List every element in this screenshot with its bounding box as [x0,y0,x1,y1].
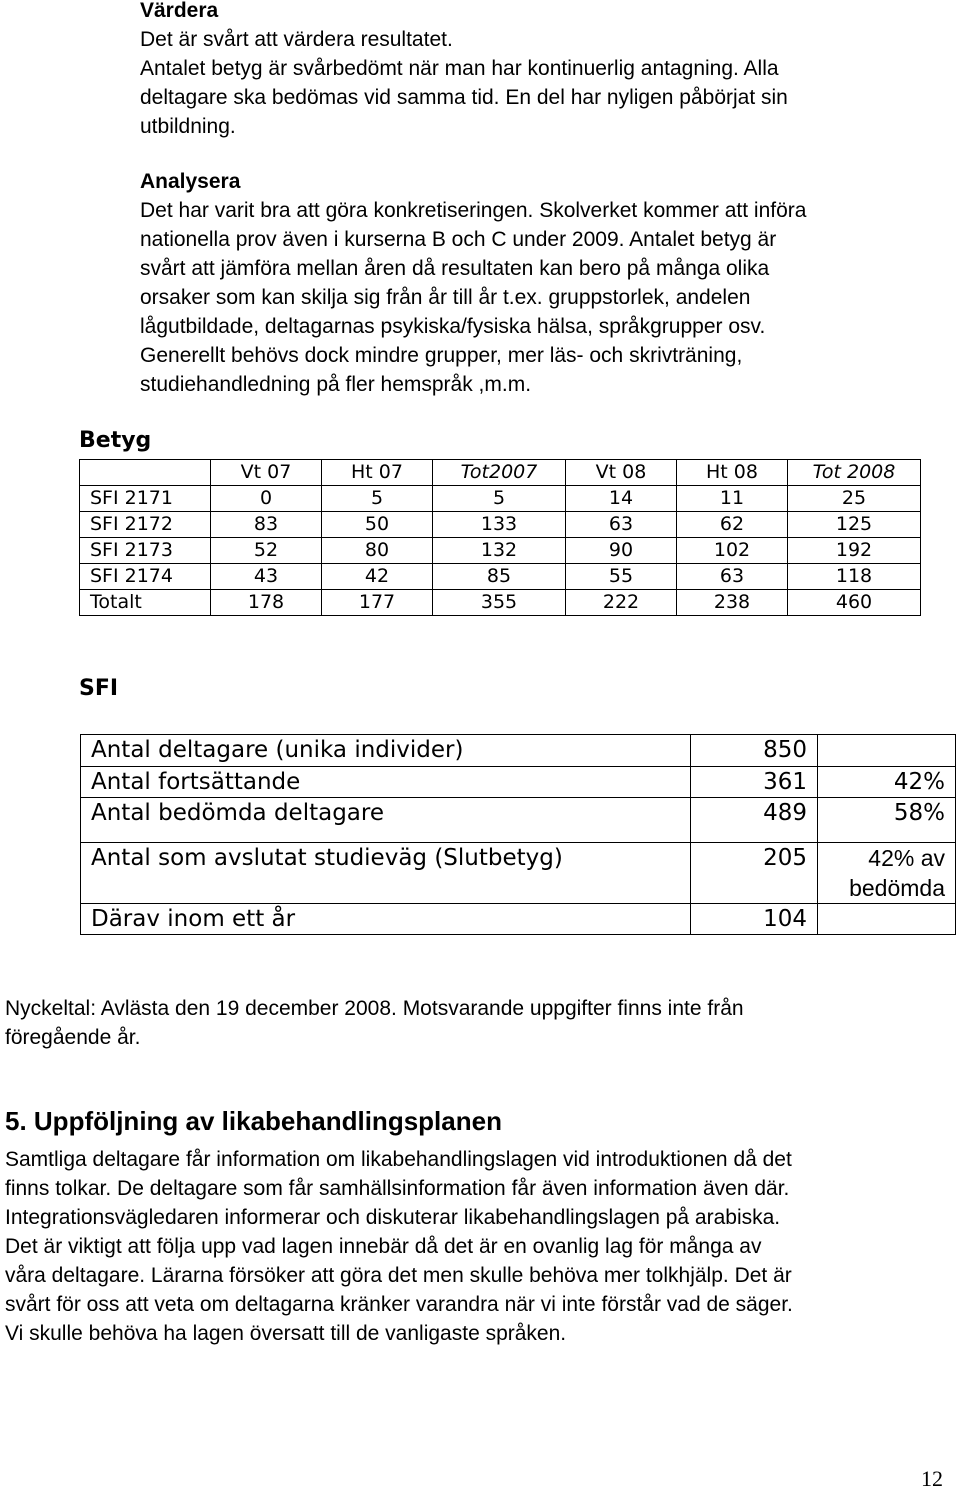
section-5-line: Det är viktigt att följa upp vad lagen innebär då det är en ovanlig lag för många av [5,1235,762,1258]
sfi-table [80,734,956,935]
analysera-line: nationella prov även i kurserna B och C under 2009. Antalet betyg är [140,228,777,251]
table-cell: 85 [433,564,566,590]
header-cell [80,460,211,486]
table-header-row [80,460,921,486]
header-cell: Vt 07 [211,460,322,486]
section-5-line: Samtliga deltagare får information om likabehandlingslagen vid introduktionen då det [5,1148,792,1171]
table-cell-value: 361 [691,767,818,798]
vardera-line: Det är svårt att värdera resultatet. [140,28,453,51]
table-cell: 63 [677,564,788,590]
header-cell: Ht 08 [677,460,788,486]
table-cell: 11 [677,486,788,512]
page-number: 12 [921,1466,943,1491]
analysera-heading: Analysera [140,170,241,193]
header-cell: Tot2007 [433,460,566,486]
table-cell-percent [818,904,956,935]
table-cell: 55 [566,564,677,590]
table-row [80,512,921,538]
table-cell: 118 [788,564,921,590]
table-cell: 178 [211,590,322,616]
vardera-line: Antalet betyg är svårbedömt när man har kontinuerlig antagning. Alla [140,57,779,80]
table-cell: 192 [788,538,921,564]
table-row [81,798,956,843]
table-cell-value: 489 [691,798,818,843]
table-cell-value: 104 [691,904,818,935]
table-cell: 14 [566,486,677,512]
section-5-line: svårt för oss att veta om deltagarna kränker varandra när vi inte förstår vad de säger. [5,1293,793,1316]
table-cell-percent: 58% [818,798,956,843]
section-5-heading: 5. Uppföljning av likabehandlingsplanen [5,1106,502,1136]
table-cell-value: 205 [691,843,818,904]
table-row [81,735,956,767]
row-label: Totalt [80,590,211,616]
table-row [80,538,921,564]
table-row [80,486,921,512]
header-cell: Tot 2008 [788,460,921,486]
table-cell-label: Antal bedömda deltagare [81,798,691,843]
table-cell: 52 [211,538,322,564]
analysera-line: lågutbildade, deltagarnas psykiska/fysiska hälsa, språkgrupper osv. [140,315,766,338]
table-cell-percent [818,735,956,767]
analysera-line: Generellt behövs dock mindre grupper, mer läs- och skrivträning, [140,344,743,367]
section-5-line: våra deltagare. Lärarna försöker att göra det men skulle behöva mer tolkhjälp. Det är [5,1264,792,1287]
analysera-line: orsaker som kan skilja sig från år till år t.ex. gruppstorlek, andelen [140,286,751,309]
table-cell: 0 [211,486,322,512]
vardera-line: deltagare ska bedömas vid samma tid. En del har nyligen påbörjat sin [140,86,788,109]
nyckeltal-line: Nyckeltal: Avlästa den 19 december 2008. Motsvarande uppgifter finns inte från [5,997,744,1020]
table-cell: 5 [433,486,566,512]
nyckeltal-paragraph [5,994,950,1052]
row-label: SFI 2172 [80,512,211,538]
table-cell: 5 [322,486,433,512]
table-cell-value: 850 [691,735,818,767]
section-5-line: Integrationsvägledaren informerar och diskuterar likabehandlingslagen på arabiska. [5,1206,781,1229]
table-cell: 25 [788,486,921,512]
header-cell: Ht 07 [322,460,433,486]
table-cell-label: Därav inom ett år [81,904,691,935]
table-cell-label: Antal som avslutat studieväg (Slutbetyg) [81,843,691,904]
table-cell: 43 [211,564,322,590]
vardera-section [140,0,940,141]
analysera-line: studiehandledning på fler hemspråk ,m.m. [140,373,532,396]
betyg-heading: Betyg [79,428,152,453]
table-cell-label: Antal fortsättande [81,767,691,798]
sfi-heading: SFI [79,676,119,701]
vardera-line: utbildning. [140,115,236,138]
table-cell-label: Antal deltagare (unika individer) [81,735,691,767]
table-cell: 222 [566,590,677,616]
table-row-total [80,590,921,616]
table-cell: 238 [677,590,788,616]
analysera-line: svårt att jämföra mellan åren då resultaten kan bero på många olika [140,257,770,280]
table-cell: 125 [788,512,921,538]
betyg-table [79,459,921,616]
table-cell: 355 [433,590,566,616]
nyckeltal-line: föregående år. [5,1026,141,1049]
table-row [81,904,956,935]
table-cell: 83 [211,512,322,538]
row-label: SFI 2171 [80,486,211,512]
table-row [81,843,956,904]
section-5-paragraph [5,1145,950,1348]
table-cell: 177 [322,590,433,616]
table-cell-percent: 42% [818,767,956,798]
table-row [81,767,956,798]
table-cell-percent: 42% av bedömda [818,843,956,904]
table-cell: 460 [788,590,921,616]
row-label: SFI 2174 [80,564,211,590]
table-cell: 132 [433,538,566,564]
table-cell: 133 [433,512,566,538]
header-cell: Vt 08 [566,460,677,486]
table-cell: 50 [322,512,433,538]
table-row [80,564,921,590]
table-cell: 42 [322,564,433,590]
row-label: SFI 2173 [80,538,211,564]
analysera-section [140,167,940,399]
table-cell: 102 [677,538,788,564]
section-5-line: finns tolkar. De deltagare som får samhällsinformation får även information även där. [5,1177,790,1200]
analysera-line: Det har varit bra att göra konkretiseringen. Skolverket kommer att införa [140,199,807,222]
table-cell: 80 [322,538,433,564]
table-cell: 62 [677,512,788,538]
table-cell: 90 [566,538,677,564]
section-5-line: Vi skulle behöva ha lagen översatt till de vanligaste språken. [5,1322,567,1345]
table-cell: 63 [566,512,677,538]
vardera-heading: Värdera [140,0,219,22]
